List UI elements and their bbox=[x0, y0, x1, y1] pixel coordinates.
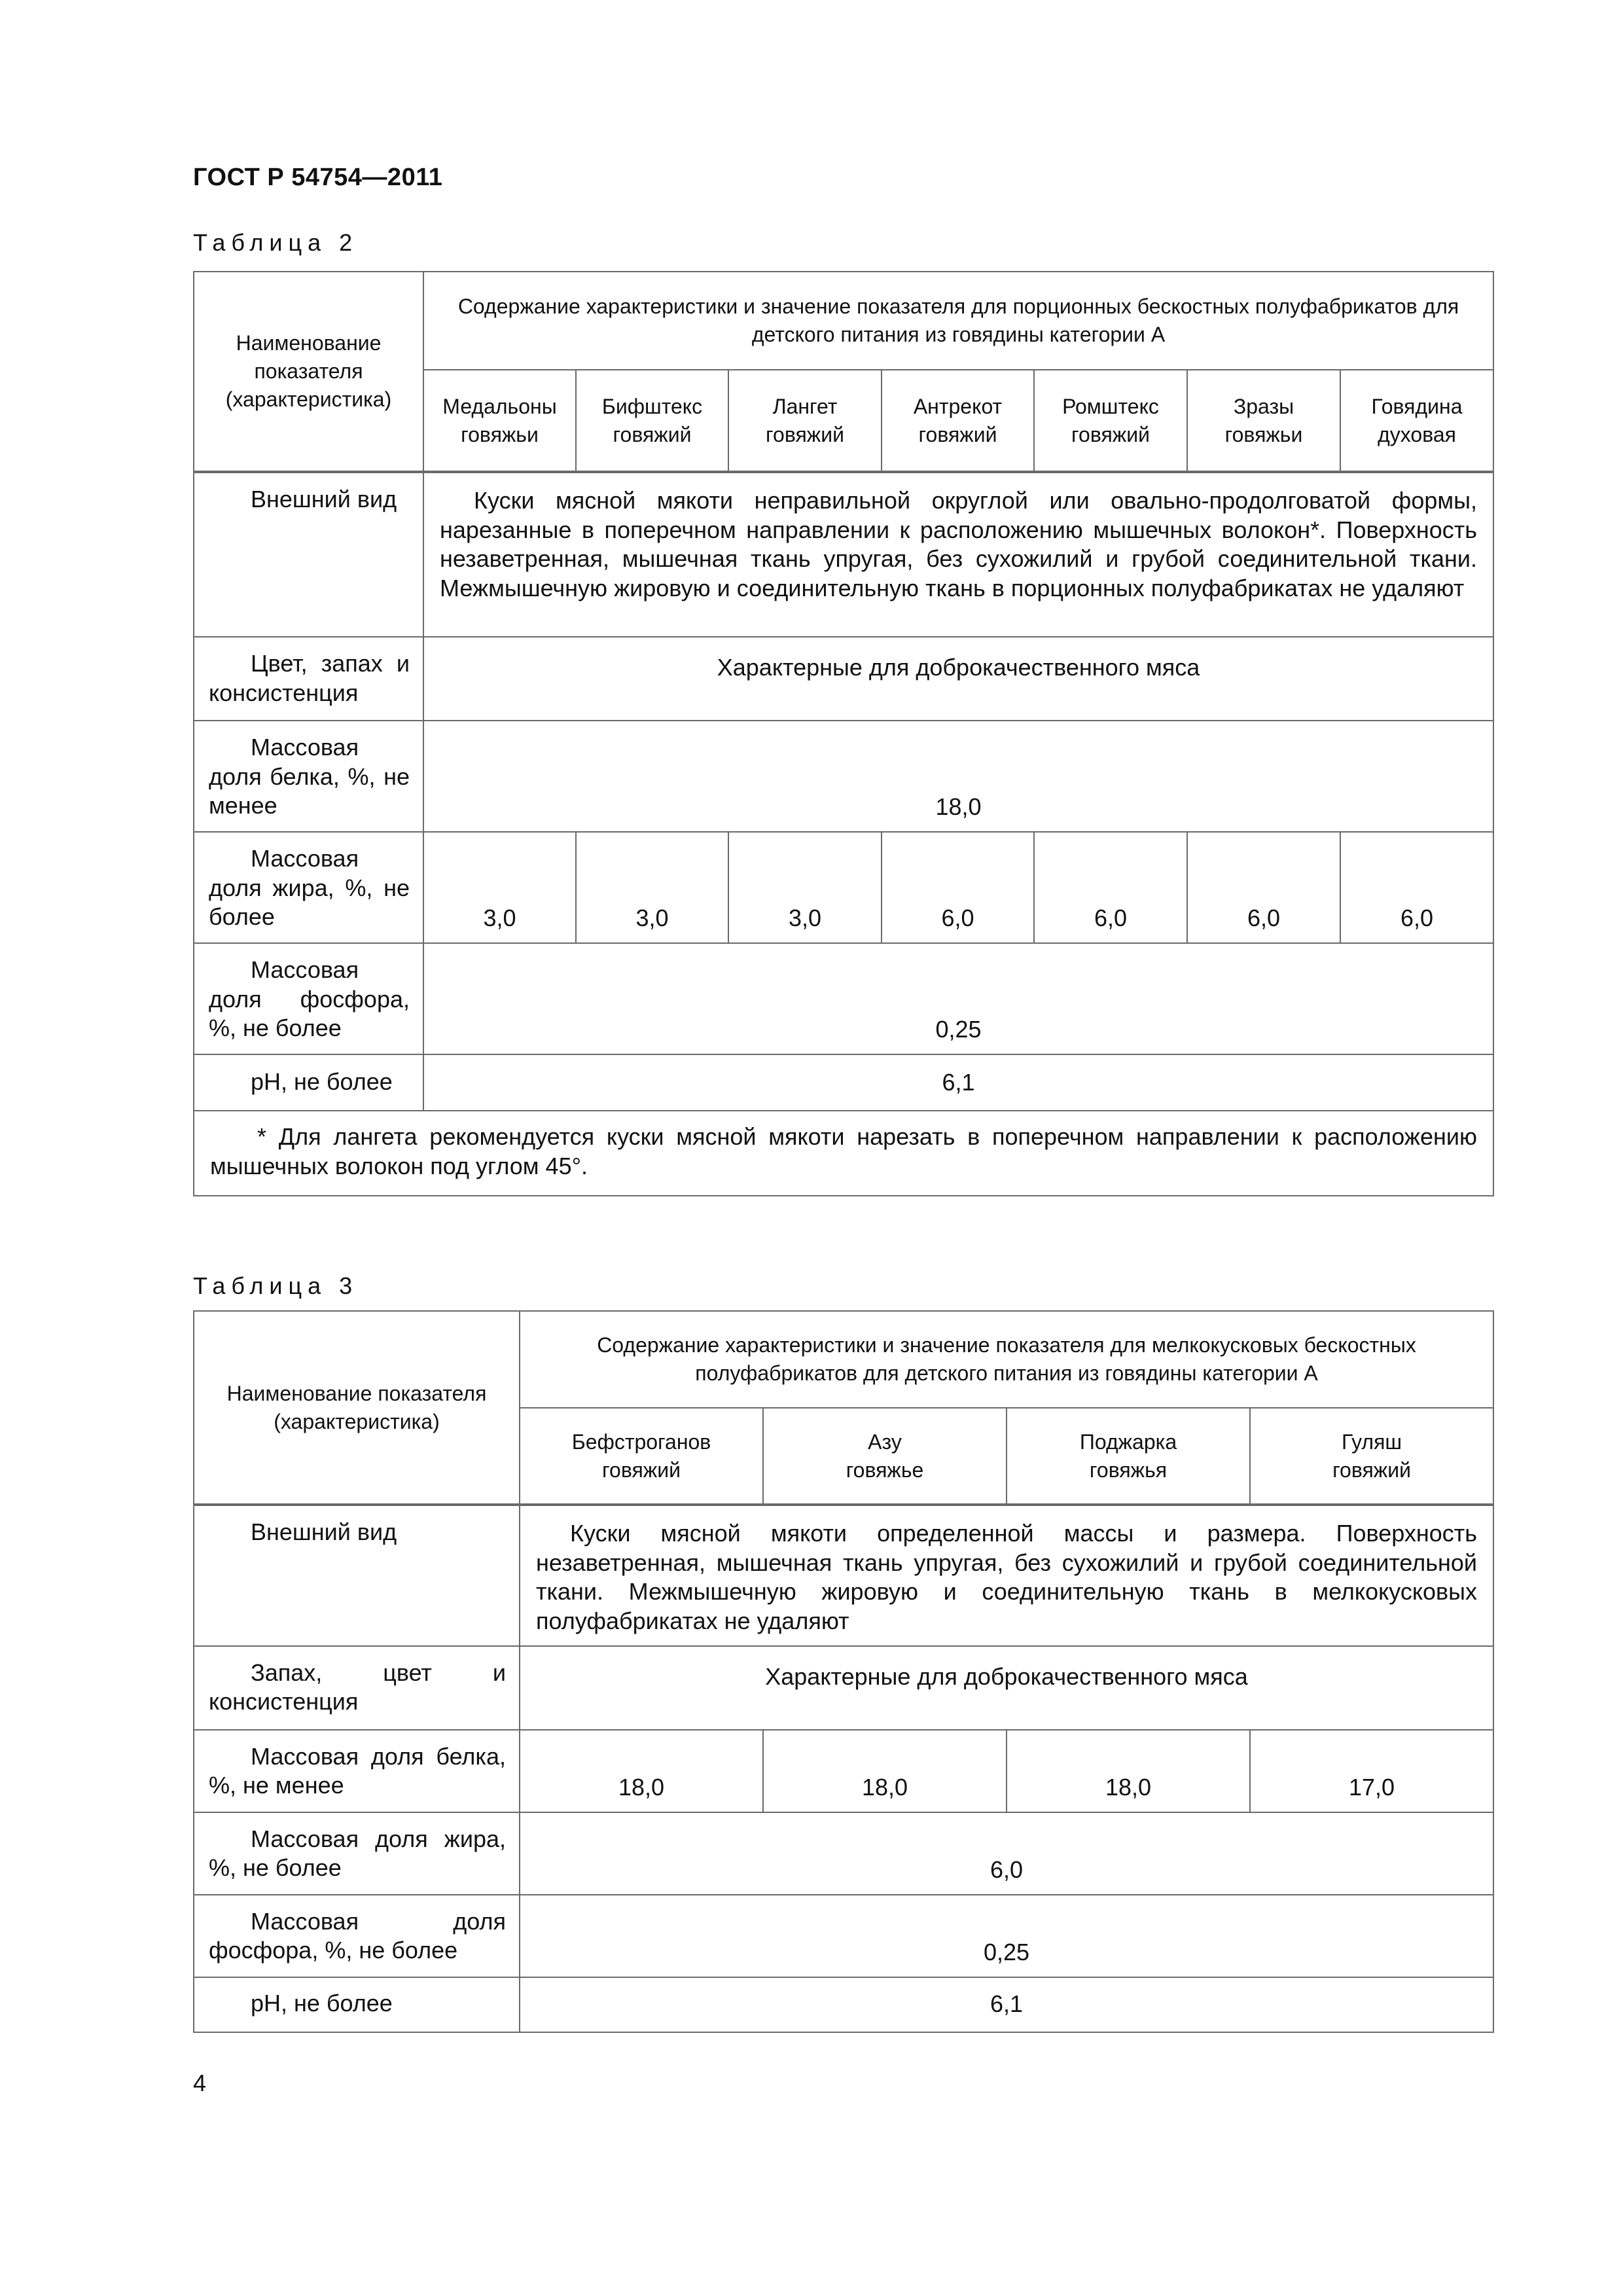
table2-row-label-fat: Массовая доля жира, %, не более bbox=[194, 832, 423, 943]
page-number: 4 bbox=[193, 2070, 207, 2096]
table3-group-header: Содержание характеристики и значение показателя для мелкокусковых бескостных полуфабрикатов для детского питания из говядины категории А bbox=[520, 1311, 1493, 1408]
table3-row-label-smell: Запах, цвет и консистенция bbox=[194, 1646, 520, 1730]
table2-name-header: Наименование показателя (характеристика) bbox=[194, 272, 423, 472]
table2-fat-value: 6,0 bbox=[882, 832, 1034, 943]
table3-row-label-appearance: Внешний вид bbox=[194, 1505, 520, 1646]
table3-phosphorus-value: 0,25 bbox=[520, 1895, 1493, 1977]
table3-col-stroganoff: Бефстроганов говяжий bbox=[520, 1408, 763, 1505]
table3-row-label-fat: Массовая доля жира, %, не более bbox=[194, 1812, 520, 1895]
table2-col-langet: Лангет говяжий bbox=[728, 370, 882, 472]
table3-protein-value: 18,0 bbox=[763, 1730, 1007, 1812]
table2-col-beefsteak: Бифштекс говяжий bbox=[576, 370, 728, 472]
table3-row-label-phosphorus: Массовая доля фосфора, %, не более bbox=[194, 1895, 520, 1977]
table3-protein-value: 18,0 bbox=[520, 1730, 763, 1812]
table3-col-goulash: Гуляш говяжий bbox=[1250, 1408, 1493, 1505]
table2-protein-value: 18,0 bbox=[423, 721, 1493, 832]
table2-row-label-phosphorus: Массовая доля фосфора, %, не более bbox=[194, 943, 423, 1054]
table2-col-medallions: Медальоны говяжьи bbox=[423, 370, 576, 472]
table2-fat-value: 6,0 bbox=[1034, 832, 1187, 943]
table2-col-rumpsteak: Ромштекс говяжий bbox=[1034, 370, 1187, 472]
table2-fat-value: 6,0 bbox=[1340, 832, 1493, 943]
table2-row-label-ph: pH, не более bbox=[194, 1054, 423, 1111]
table2-fat-value: 3,0 bbox=[576, 832, 728, 943]
table2-color-value: Характерные для доброкачественного мяса bbox=[423, 637, 1493, 721]
table3-caption: Таблица 3 bbox=[193, 1272, 359, 1299]
table3-protein-value: 17,0 bbox=[1250, 1730, 1493, 1812]
table2-col-zrazy: Зразы говяжьи bbox=[1187, 370, 1340, 472]
table3-protein-value: 18,0 bbox=[1007, 1730, 1250, 1812]
table3-col-podzharka: Поджарка говяжья bbox=[1007, 1408, 1250, 1505]
table2-row-label-protein: Массовая доля белка, %, не менее bbox=[194, 721, 423, 832]
table2-row-label-color: Цвет, запах и консистенция bbox=[194, 637, 423, 721]
table2-row-label-appearance: Внешний вид bbox=[194, 472, 423, 637]
table3-smell-value: Характерные для доброкачественного мяса bbox=[520, 1646, 1493, 1730]
table2-group-header: Содержание характеристики и значение показателя для порционных бескостных полуфабрикатов для детского питания из говядины категории А bbox=[423, 272, 1493, 370]
table2-footnote: * Для лангета рекомендуется куски мясной мякоти нарезать в поперечном направлении к расположению мышечных волокон под углом 45°. bbox=[194, 1111, 1493, 1196]
table2-appearance-value: Куски мясной мякоти неправильной округлой или овально-продолговатой формы, нарезанные в поперечном направлении к расположению мышечных волокон*. Поверхность незаветренная, мышечная ткань упругая, без сухожилий и грубой соединительной ткани. Межмышечную жировую и соединительную ткань в порционных полуфабрикатах не удаляют bbox=[423, 472, 1493, 637]
table2-ph-value: 6,1 bbox=[423, 1054, 1493, 1111]
table2-fat-value: 3,0 bbox=[423, 832, 576, 943]
table2 bbox=[193, 271, 1494, 1196]
table3-col-azu: Азу говяжье bbox=[763, 1408, 1007, 1505]
table2-col-braised: Говядина духовая bbox=[1340, 370, 1493, 472]
table2-fat-value: 3,0 bbox=[728, 832, 882, 943]
table3-appearance-value: Куски мясной мякоти определенной массы и размера. Поверхность незаветренная, мышечная ткань упругая, без сухожилий и грубой соединительной ткани. Межмышечную жировую и соединительную ткань в мелкокусковых полуфабрикатах не удаляют bbox=[520, 1505, 1493, 1646]
document-id: ГОСТ Р 54754—2011 bbox=[193, 164, 443, 191]
table3-fat-value: 6,0 bbox=[520, 1812, 1493, 1895]
table2-phosphorus-value: 0,25 bbox=[423, 943, 1493, 1054]
table2-col-entrecote: Антрекот говяжий bbox=[882, 370, 1034, 472]
table3-ph-value: 6,1 bbox=[520, 1977, 1493, 2032]
table3-name-header: Наименование показателя (характеристика) bbox=[194, 1311, 520, 1505]
table3-row-label-ph: pH, не более bbox=[194, 1977, 520, 2032]
table2-caption: Таблица 2 bbox=[193, 229, 359, 256]
table3-row-label-protein: Массовая доля белка, %, не менее bbox=[194, 1730, 520, 1812]
table2-fat-value: 6,0 bbox=[1187, 832, 1340, 943]
table3 bbox=[193, 1310, 1494, 2033]
